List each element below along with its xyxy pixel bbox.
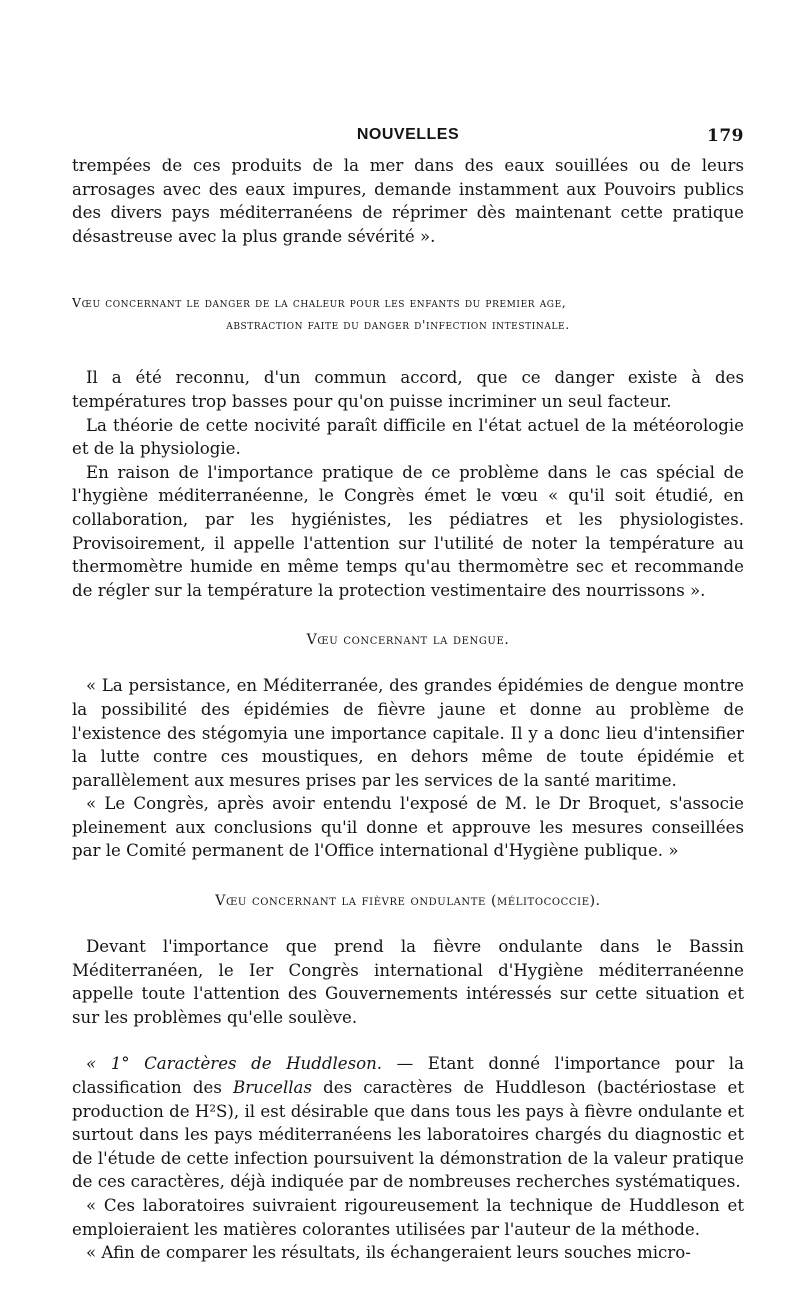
- paragraph: « Afin de comparer les résultats, ils échangeraient leurs souches micro-: [86, 1243, 691, 1263]
- paragraph-huddleson: [72, 1052, 744, 1194]
- paragraph: En raison de l'importance pratique de ce problème dans le cas spécial de l'hygiène méditerranéenne, le Congrès émet le vœu « qu'il soit étudié, en collaboration, par les hygiénistes, les pédiatres et les physiologistes. Provisoirement, il appelle l'attention sur l'utilité de noter la température au thermomètre humide en même temps qu'au thermomètre sec et recommande de régler sur la température la protection vestimentaire des nourrissons ».: [72, 462, 744, 600]
- paragraph: Devant l'importance que prend la fièvre ondulante dans le Bassin Méditerranéen, le Ier Congrès international d'Hygiène méditerranéenne appelle toute l'attention des Gouvernements intéressés sur cette situation et sur les problèmes qu'elle soulève.: [72, 937, 744, 1027]
- paragraph-text: des caractères de Huddleson (bactériostase et production de H²S), il est désirable que dans tous les pays à fièvre ondulante et surtout dans les pays méditerranéens les laboratoires chargés du diagnostic et de l'étude de cette infection poursuivent la démonstration de la valeur pratique de ces caractères, déjà indiquée par de nombreuses recherches systématiques.: [72, 1078, 744, 1192]
- page-number: 179: [707, 126, 744, 146]
- paragraph: « Le Congrès, après avoir entendu l'exposé de M. le Dr Broquet, s'associe pleinement aux conclusions qu'il donne et approuve les mesures conseillées par le Comité permanent de l'Office international d'Hygiène publique. »: [72, 794, 744, 861]
- italic-term: Brucellas: [233, 1078, 312, 1098]
- paragraph: Il a été reconnu, d'un commun accord, que ce danger existe à des températures trop basses pour qu'on puisse incriminer un seul facteur.: [72, 368, 744, 411]
- paragraph: La théorie de cette nocivité paraît difficile en l'état actuel de la météorologie et de la physiologie.: [72, 415, 744, 459]
- paragraph-lead: « 1° Caractères de Huddleson.: [86, 1054, 383, 1074]
- paragraph: « Ces laboratoires suivraient rigoureusement la technique de Huddleson et emploieraient les matières colorantes utilisées par l'auteur de la méthode.: [72, 1196, 744, 1239]
- running-head-title: NOUVELLES: [356, 126, 460, 143]
- continued-paragraph: trempées de ces produits de la mer dans des eaux souillées ou de leurs arrosages avec des eaux impures, demande instamment aux Pouvoirs publics des divers pays méditerranéens de réprimer dès maintenant cette pratique désastreuse avec la plus grande sévérité ».: [72, 156, 744, 246]
- paragraph: « La persistance, en Méditerranée, des grandes épidémies de dengue montre la possibilité des épidémies de fièvre jaune et donne au problème de l'existence des stégomyia une importance capitale. Il y a donc lieu d'intensifier la lutte contre ces moustiques, en dehors même de toute épidémie et parallèlement aux mesures prises par les services de la santé maritime.: [72, 676, 744, 790]
- section-title-dengue: Vœu concernant la dengue.: [306, 632, 510, 649]
- section-title-heat-danger: [72, 292, 744, 336]
- section-title-undulant-fever: Vœu concernant la fièvre ondulante (mélitococcie).: [215, 893, 601, 910]
- paragraph-text: — Etant donné l'importance pour la classification des: [72, 1054, 744, 1098]
- section-title-line-1: Vœu concernant le danger de la chaleur pour les enfants du premier age,: [72, 295, 567, 311]
- running-head: [72, 126, 744, 154]
- section-title-line-2: abstraction faite du danger d'infection intestinale.: [226, 317, 570, 333]
